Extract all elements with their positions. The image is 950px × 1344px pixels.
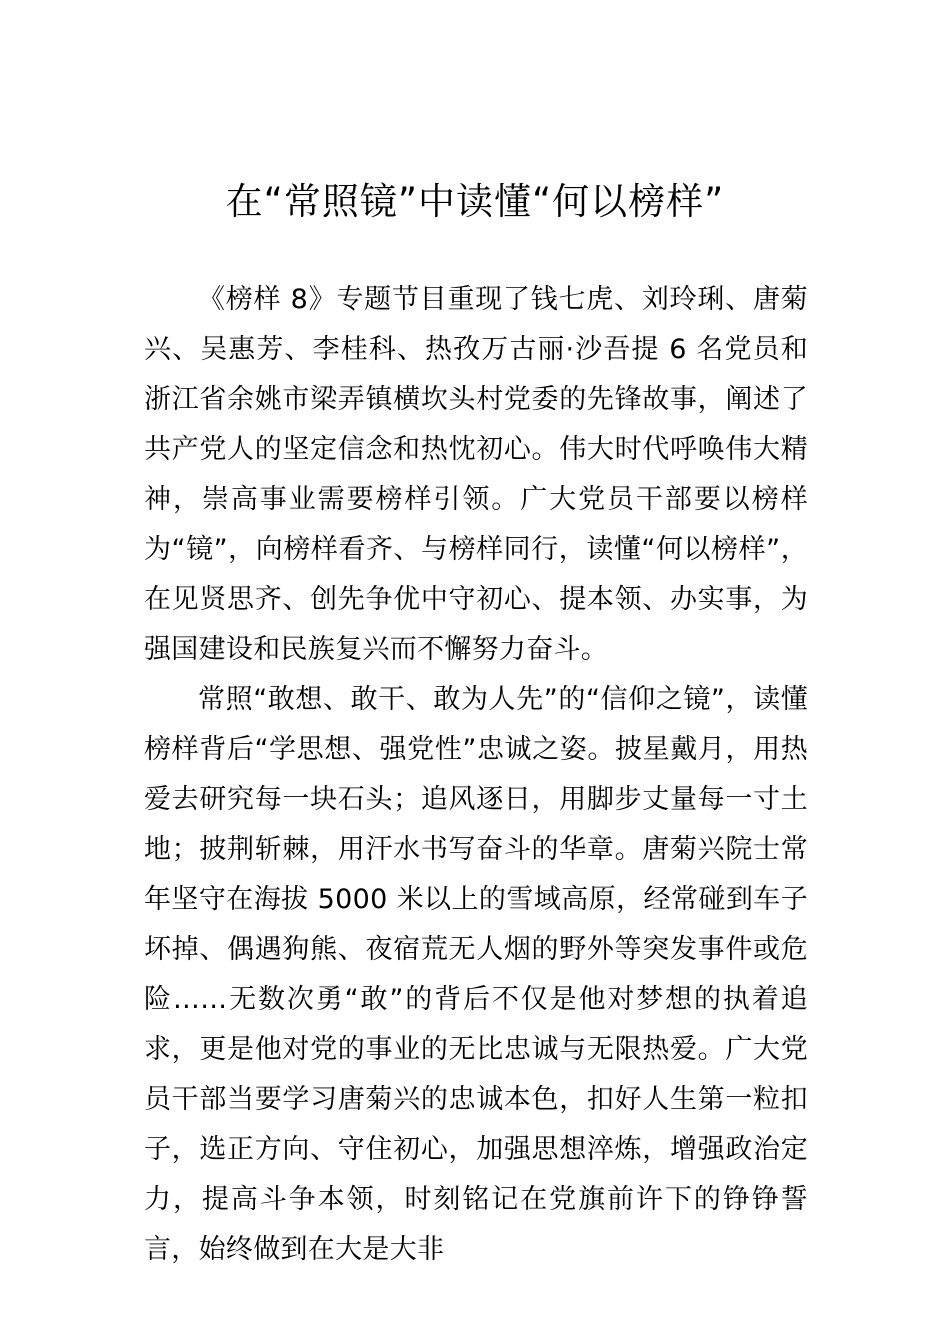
- paragraph-1: 《榜样 8》专题节目重现了钱七虎、刘玲琍、唐菊兴、吴惠芳、李桂科、热孜万古丽·沙吾提 6 名党员和浙江省余姚市梁弄镇横坎头村党委的先锋故事，阐述了共产党人的坚定信念和热忱初心。伟大时代呼唤伟大精神，崇高事业需要榜样引领。广大党员干部要以榜样为“镜”，向榜样看齐、与榜样同行，读懂“何以榜样”，在见贤思齐、创先争优中守初心、提本领、办实事，为强国建设和民族复兴而不懈努力奋斗。: [144, 284, 808, 665]
- document-title: 在“常照镜”中读懂“何以榜样”: [225, 180, 725, 223]
- paragraph-2: 常照“敢想、敢干、敢为人先”的“信仰之镜”，读懂榜样背后“学思想、强党性”忠诚之姿。披星戴月，用热爱去研究每一块石头；追风逐日，用脚步丈量每一寸土地；披荆斩棘，用汗水书写奋斗的华章。唐菊兴院士常年坚守在海拔 5000 米以上的雪域高原，经常碰到车子坏掉、偶遇狗熊、夜宿荒无人烟的野外等突发事件或危险……无数次勇“敢”的背后不仅是他对梦想的执着追求，更是他对党的事业的无比忠诚与无限热爱。广大党员干部当要学习唐菊兴的忠诚本色，扣好人生第一粒扣子，选正方向、守住初心，加强思想淬炼，增强政治定力，提高斗争本领，时刻铭记在党旗前许下的铮铮誓言，始终做到在大是大非: [144, 684, 808, 1265]
- document-body: [144, 275, 808, 1275]
